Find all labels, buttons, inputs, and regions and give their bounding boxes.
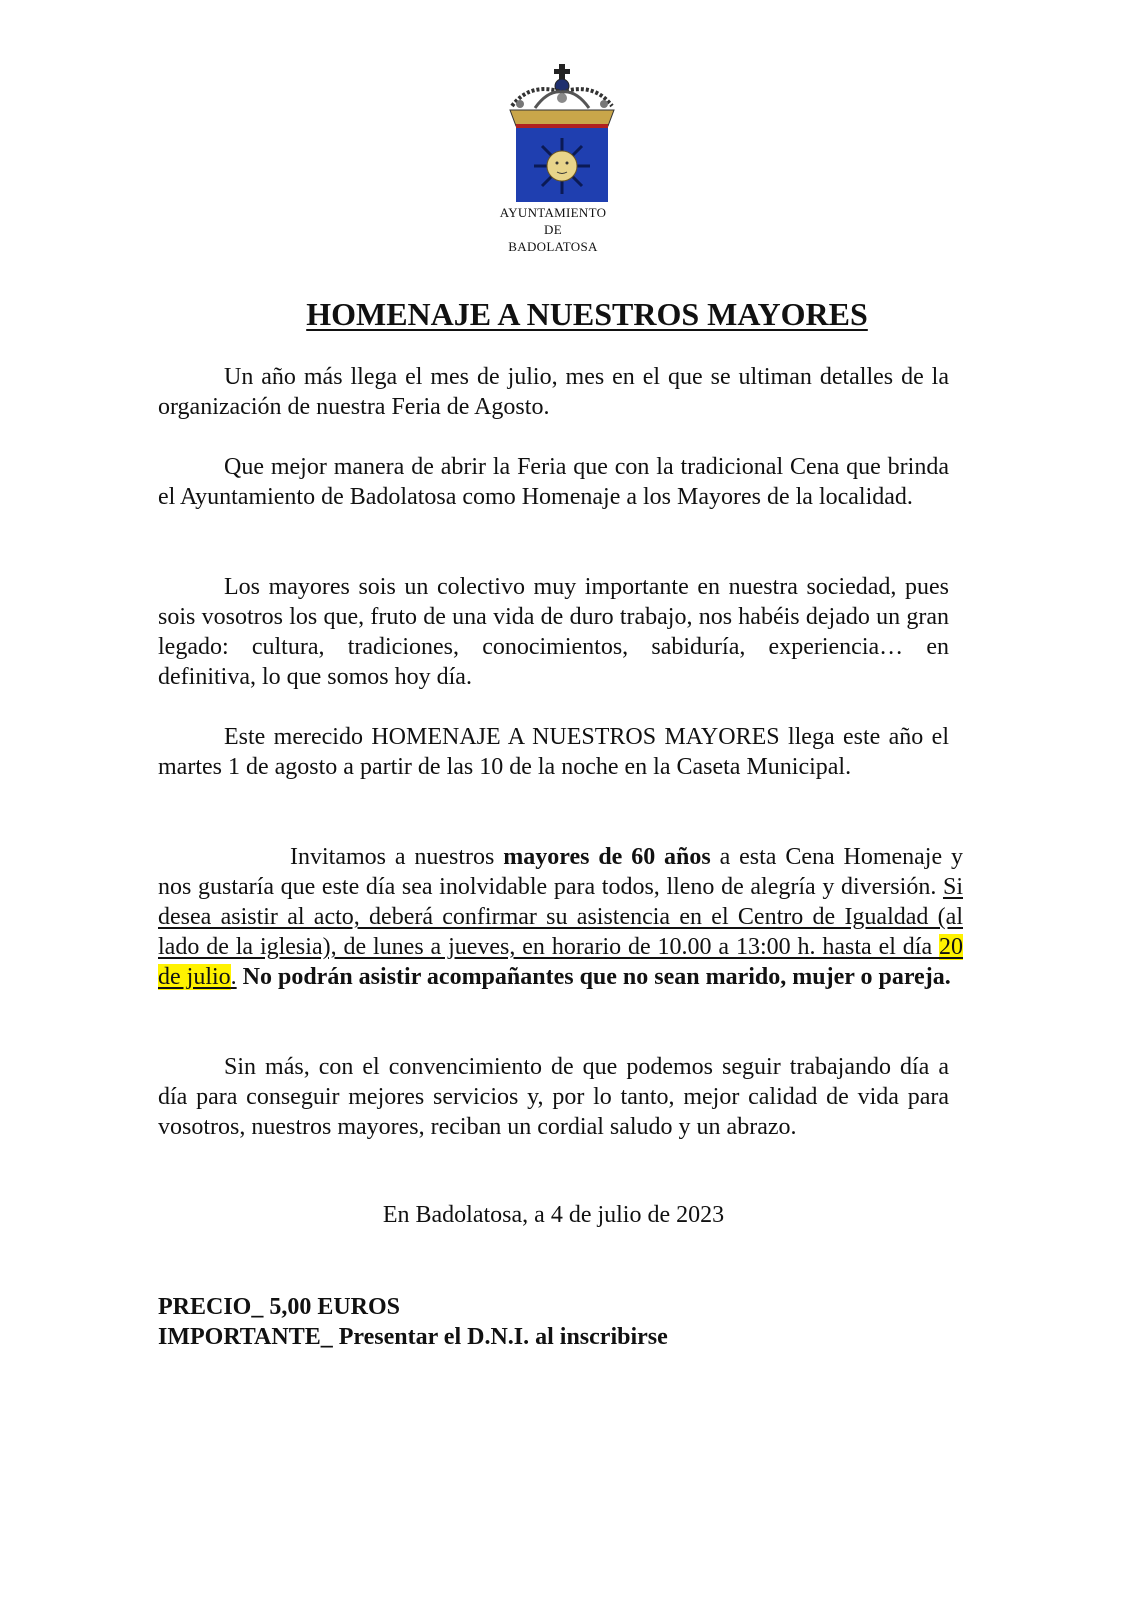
logo-text-line: AYUNTAMIENTO [499, 205, 607, 220]
paragraph-text: Este merecido HOMENAJE A NUESTROS MAYORES llega este año el martes 1 de agosto a partir de las 10 de la noche en la Caseta Municipal. [158, 724, 949, 780]
paragraph-text: Un año más llega el mes de julio, mes en el que se ultiman detalles de la organización de nuestra Feria de Agosto. [158, 364, 949, 420]
price-line: PRECIO_ 5,00 EUROS [158, 1294, 401, 1320]
paragraph-closing [158, 1052, 949, 1142]
text: Invitamos a nuestros [290, 844, 504, 870]
paragraph-intro [158, 362, 949, 422]
important-line: IMPORTANTE_ Presentar el D.N.I. al inscribirse [158, 1324, 668, 1350]
document-title: HOMENAJE A NUESTROS MAYORES [306, 296, 868, 332]
paragraph-elders [158, 572, 949, 692]
paragraph-invitation [158, 842, 963, 992]
text: a esta Cena Homenaje y nos gustaría que este día sea inolvidable para todos, lleno de alegría y diversión. [158, 844, 963, 900]
coat-of-arms-logo [500, 62, 624, 209]
highlighted-deadline: 20 de julio [158, 934, 963, 990]
text: . [230, 964, 237, 990]
underlined-registration-info: Si desea asistir al acto, deberá confirmar su asistencia en el Centro de Igualdad (al lado de la iglesia), de lunes a jueves, en horario de 10.00 a 13:00 h. hasta el día [158, 874, 963, 960]
logo-text-line: BADOLATOSA [508, 239, 598, 254]
paragraph-text: Que mejor manera de abrir la Feria que con la tradicional Cena que brinda el Ayuntamiento de Badolatosa como Homenaje a los Mayores de la localidad. [158, 454, 949, 510]
paragraph-dinner [158, 452, 949, 512]
date-line: En Badolatosa, a 4 de julio de 2023 [382, 1202, 725, 1228]
paragraph-text: Sin más, con el convencimiento de que podemos seguir trabajando día a día para conseguir mejores servicios y, por lo tanto, mejor calidad de vida para vosotros, nuestros mayores, reciban un cordial saludo y un abrazo. [158, 1054, 949, 1140]
paragraph-text: Los mayores sois un colectivo muy importante en nuestra sociedad, pues sois vosotros los que, fruto de una vida de duro trabajo, nos habéis dejado un gran legado: cultura, tradiciones, conocimientos, sabiduría, experiencia… en definitiva, lo que somos hoy día. [158, 574, 949, 690]
logo-caption [470, 204, 636, 255]
paragraph-event-date [158, 722, 949, 782]
logo-text-line: DE [544, 222, 562, 237]
bold-companion-rule: No podrán asistir acompañantes que no sean marido, mujer o pareja. [236, 964, 951, 990]
bold-age-requirement: mayores de 60 años [503, 844, 711, 870]
